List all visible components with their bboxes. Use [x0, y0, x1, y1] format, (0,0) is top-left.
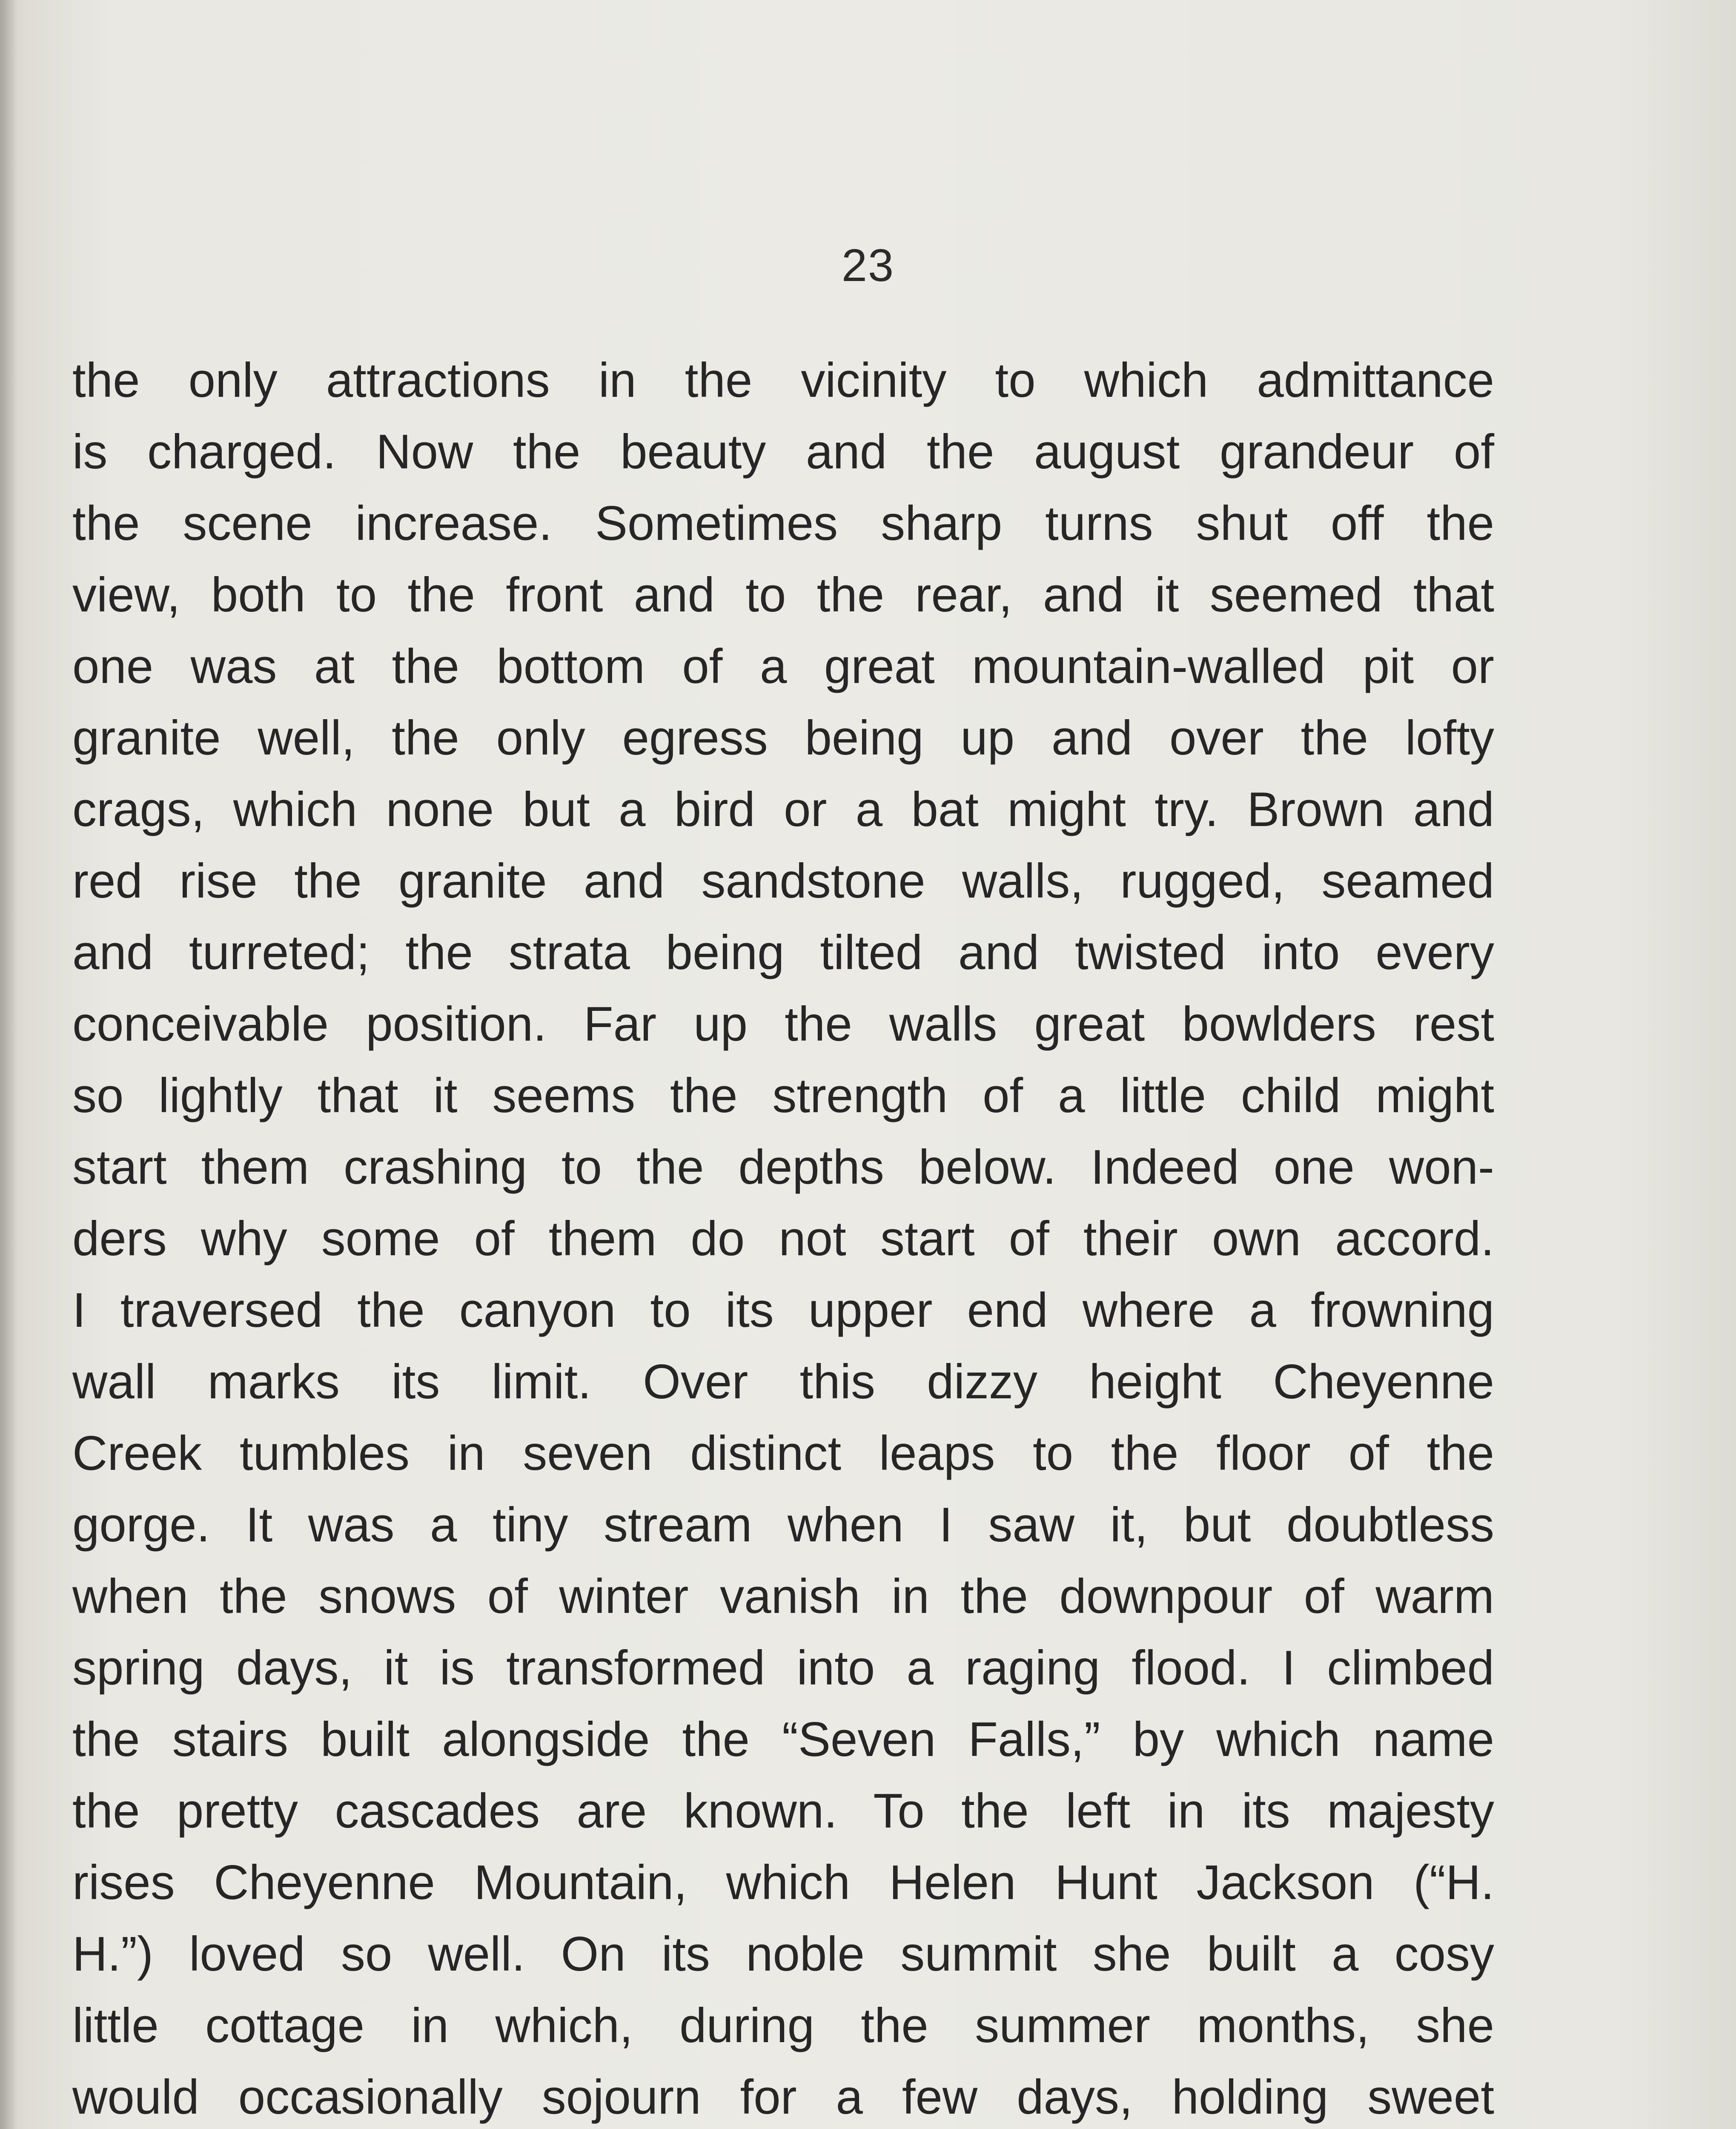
text-line: little cottage in which, during the summer months, she	[72, 1999, 1494, 2053]
text-line: one was at the bottom of a great mountain-walled pit or	[72, 640, 1494, 694]
text-line: conceivable position. Far up the walls great bowlders rest	[72, 997, 1494, 1051]
page-number: 23	[841, 239, 895, 291]
text-line: the scene increase. Sometimes sharp turns shut off the	[72, 496, 1494, 551]
text-line: rises Cheyenne Mountain, which Helen Hunt Jackson (“H.	[72, 1856, 1494, 1910]
text-line: wall marks its limit. Over this dizzy height Cheyenne	[72, 1355, 1494, 1409]
text-line: gorge. It was a tiny stream when I saw it, but doubtless	[72, 1498, 1494, 1552]
text-line: red rise the granite and sandstone walls, rugged, seamed	[72, 854, 1494, 908]
text-line: is charged. Now the beauty and the august grandeur of	[72, 425, 1494, 479]
text-line: ders why some of them do not start of their own accord.	[72, 1212, 1494, 1266]
text-line: granite well, the only egress being up and over the lofty	[72, 711, 1494, 765]
text-line: when the snows of winter vanish in the downpour of warm	[72, 1569, 1494, 1624]
text-line: H.”) loved so well. On its noble summit she built a cosy	[72, 1927, 1494, 1981]
text-line: so lightly that it seems the strength of a little child might	[72, 1069, 1494, 1123]
text-line: the pretty cascades are known. To the left in its majesty	[72, 1784, 1494, 1838]
text-line: start them crashing to the depths below. Indeed one won-	[72, 1140, 1494, 1194]
text-line: Creek tumbles in seven distinct leaps to the floor of the	[72, 1426, 1494, 1481]
text-line: view, both to the front and to the rear, and it seemed that	[72, 568, 1494, 622]
text-line: spring days, it is transformed into a raging flood. I climbed	[72, 1641, 1494, 1695]
text-line: and turreted; the strata being tilted and twisted into every	[72, 926, 1494, 980]
text-line: crags, which none but a bird or a bat might try. Brown and	[72, 783, 1494, 837]
text-line: I traversed the canyon to its upper end where a frowning	[72, 1283, 1494, 1337]
spine-shadow	[0, 0, 17, 2129]
text-line: the stairs built alongside the “Seven Falls,” by which name	[72, 1713, 1494, 1767]
text-line: would occasionally sojourn for a few days, holding sweet	[72, 2070, 1494, 2124]
text-line: the only attractions in the vicinity to which admittance	[72, 353, 1494, 407]
body-text	[72, 345, 1494, 2129]
